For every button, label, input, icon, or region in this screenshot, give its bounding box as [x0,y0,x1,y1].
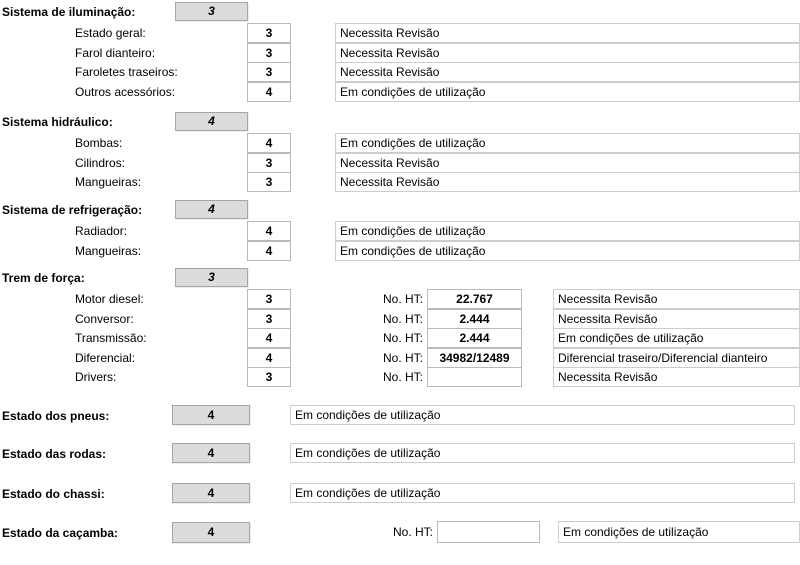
ht-label: No. HT: [382,331,423,345]
summary-label-pneus: Estado dos pneus: [2,409,110,423]
rating-field[interactable]: 4 [247,221,291,241]
summary-score-box-rodas: 4 [172,443,250,463]
section-title-refrigeracao: Sistema de refrigeração: [2,203,143,217]
row-label: Mangueiras: [75,175,142,189]
rating-field[interactable]: 3 [247,367,291,387]
summary-score-box-cacamba: 4 [172,522,250,543]
rating-field[interactable]: 3 [247,23,291,43]
ht-field[interactable]: 22.767 [427,289,522,309]
section-title-trem-de-forca: Trem de força: [2,271,85,285]
ht-field[interactable]: 2.444 [427,309,522,329]
section-score-box-iluminacao: 3 [175,2,248,21]
row-label: Estado geral: [75,26,146,40]
rating-field[interactable]: 4 [247,241,291,261]
status-field[interactable]: Necessita Revisão [335,153,800,173]
status-field[interactable]: Necessita Revisão [553,367,800,387]
status-field[interactable]: Em condições de utilização [335,241,800,261]
rating-field[interactable]: 4 [247,348,291,368]
row-label: Transmissão: [75,331,147,345]
section-score-box-trem-de-forca: 3 [175,268,248,287]
row-label: Cilindros: [75,155,126,170]
summary-label-rodas: Estado das rodas: [2,447,107,461]
summary-status-field[interactable]: Em condições de utilização [290,443,795,463]
row-label: Motor diesel: [75,292,144,306]
summary-label-chassi: Estado do chassi: [2,487,105,501]
row-label: Farol dianteiro: [75,45,156,60]
ht-label: No. HT: [382,311,423,326]
row-label: Diferencial: [75,350,136,365]
ht-field[interactable]: 2.444 [427,328,522,348]
rating-field[interactable]: 3 [247,172,291,192]
summary-status-field[interactable]: Em condições de utilização [290,483,795,503]
rating-field[interactable]: 3 [247,289,291,309]
row-label: Radiador: [75,224,128,238]
summary-score-box-chassi: 4 [172,483,250,503]
ht-label: No. HT: [382,350,423,365]
rating-field[interactable]: 3 [247,153,291,173]
status-field[interactable]: Em condições de utilização [335,82,800,102]
status-field[interactable]: Necessita Revisão [553,309,800,329]
row-label: Faroletes traseiros: [75,65,178,79]
status-field[interactable]: Necessita Revisão [335,62,800,82]
summary-label-cacamba: Estado da caçamba: [2,526,119,540]
rating-field[interactable]: 3 [247,43,291,63]
row-label: Conversor: [75,311,134,326]
summary-score-box-pneus: 4 [172,405,250,425]
ht-field[interactable] [437,521,540,543]
rating-field[interactable]: 3 [247,309,291,329]
section-score-box-hidraulico: 4 [175,112,248,131]
status-field[interactable]: Diferencial traseiro/Diferencial dianteiro [553,348,800,368]
ht-label: No. HT: [382,292,423,306]
rating-field[interactable]: 4 [247,133,291,153]
row-label: Outros acessórios: [75,84,176,99]
row-label: Drivers: [75,370,117,384]
ht-field[interactable] [427,367,522,387]
rating-field[interactable]: 4 [247,82,291,102]
status-field[interactable]: Necessita Revisão [335,172,800,192]
status-field[interactable]: Em condições de utilização [553,328,800,348]
row-label: Bombas: [75,136,123,150]
section-title-iluminacao: Sistema de iluminação: [2,5,136,19]
row-label: Mangueiras: [75,243,142,258]
summary-status-field[interactable]: Em condições de utilização [290,405,795,425]
ht-field[interactable]: 34982/12489 [427,348,522,368]
status-field[interactable]: Em condições de utilização [335,133,800,153]
status-field[interactable]: Em condições de utilização [335,221,800,241]
rating-field[interactable]: 3 [247,62,291,82]
section-title-hidraulico: Sistema hidráulico: [2,115,113,129]
ht-label: No. HT: [392,525,433,539]
summary-status-field[interactable]: Em condições de utilização [558,521,800,543]
status-field[interactable]: Necessita Revisão [335,23,800,43]
rating-field[interactable]: 4 [247,328,291,348]
ht-label: No. HT: [382,370,423,384]
section-score-box-refrigeracao: 4 [175,200,248,219]
status-field[interactable]: Necessita Revisão [335,43,800,63]
status-field[interactable]: Necessita Revisão [553,289,800,309]
